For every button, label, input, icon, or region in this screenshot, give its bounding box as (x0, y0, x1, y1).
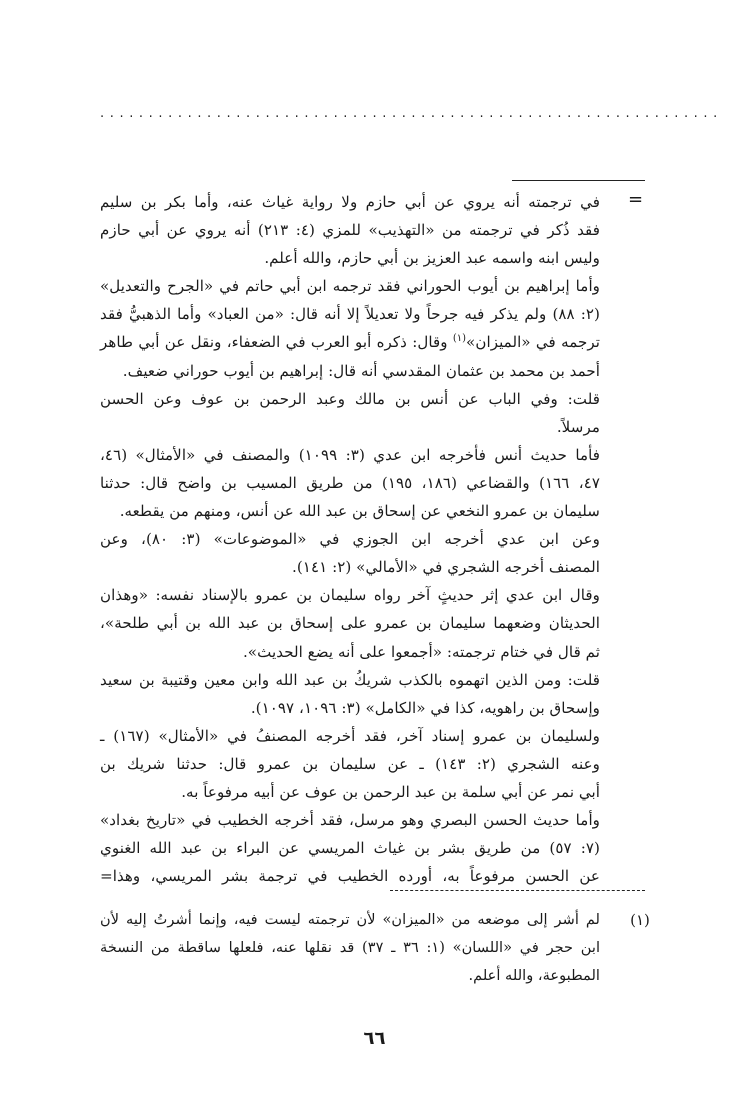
main-footnote-text (100, 188, 600, 890)
text-line: قلت: وفي الباب عن أنس بن مالك وعبد الرحمن بن عوف وعن الحسن (100, 389, 600, 408)
text-line: أبي نمر عن أبي سلمة بن عبد الرحمن بن عوف عن أبيه مرفوعاً به. (181, 782, 600, 801)
text-line: وأما حديث الحسن البصري وهو مرسل، فقد أخرجه الخطيب في «تاريخ بغداد» (100, 811, 600, 830)
continuation-mark: = (628, 189, 644, 210)
text-line: سليمان بن عمرو النخعي عن إسحاق بن عبد الله عن أنس، ومنهم من يقطعه. (119, 502, 600, 521)
text-line: مرسلاً. (556, 417, 600, 436)
page-number: ٦٦ (363, 1028, 386, 1049)
footnote-line: المطبوعة، والله أعلم. (468, 967, 600, 984)
text-line: ثم قال في ختام ترجمته: «أجمعوا على أنه يضع الحديث». (242, 642, 600, 661)
text-line: فأما حديث أنس فأخرجه ابن عدي (٣: ١٠٩٩) والمصنف في «الأمثال» (٤٦، (100, 445, 600, 464)
text-line: (٧: ٥٧) من طريق بشر بن غياث المريسي عن البراء بن عبد الله الغنوي (100, 839, 600, 858)
text-line: وعنه الشجري (٢: ١٤٣) ـ عن سليمان بن عمرو قال: حدثنا شريك بن (100, 754, 600, 773)
text-line: وعن ابن عدي أخرجه ابن الجوزي في «الموضوعات» (٣: ٨٠)، وعن (100, 530, 600, 549)
text-line: وليس ابنه واسمه عبد العزيز بن أبي حازم، والله أعلم. (264, 249, 600, 268)
text-line: ٤٧، ١٦٦) والقضاعي (١٨٦، ١٩٥) من طريق المسيب بن واضح قال: حدثنا (100, 473, 601, 492)
text-line: قلت: ومن الذين اتهموه بالكذب شريكُ بن عبد الله وابن معين وقتيبة بن سعيد (100, 670, 600, 689)
text-line: وإسحاق بن راهويه، كذا في «الكامل» (٣: ١٠٩٦، ١٠٩٧). (250, 698, 600, 717)
footnote-line: لم أشر إلى موضعه من «الميزان» لأن ترجمته ليست فيه، وإنما أشرتُ إليه لأن (100, 911, 600, 928)
text-line: عن الحسن مرفوعاً به، أورده الخطيب في ترجمة بشر المريسي، وهذا= (100, 867, 600, 886)
text-line: فقد ذُكر في ترجمته من «التهذيب» للمزي (٤: ٢١٣) أنه يروي عن أبي حازم (100, 221, 601, 240)
continuation-rule (512, 180, 645, 181)
text-segment: ترجمه في «الميزان» (466, 333, 600, 352)
text-line: أحمد بن محمد بن عثمان المقدسي أنه قال: إبراهيم بن أيوب حوراني ضعيف. (122, 361, 600, 380)
text-line: ولسليمان بن عمرو إسناد آخر، فقد أخرجه المصنفُ في «الأمثال» (١٦٧) ـ (100, 726, 600, 745)
footnote-number: (١) (630, 911, 650, 929)
text-line: وأما إبراهيم بن أيوب الحوراني فقد ترجمه ابن أبي حاتم في «الجرح والتعديل» (100, 277, 600, 296)
footnote-separator (390, 890, 645, 891)
text-line: في ترجمته أنه يروي عن أبي حازم ولا رواية غياث عنه، وأما بكر بن سليم (100, 193, 600, 211)
text-line: الحديثان وضعهما سليمان بن عمرو على إسحاق بن عبد الله بن أبي طلحة»، (100, 614, 600, 633)
text-line: المصنف أخرجه الشجري في «الأمالي» (٢: ١٤١). (292, 558, 600, 577)
text-line: (٢: ٨٨) ولم يذكر فيه جرحاً ولا تعديلاً إلا أنه قال: «من العباد» وأما الذهبيُّ فقد (100, 305, 600, 324)
footnote-ref: (١) (452, 333, 467, 345)
footnote-line: ابن حجر في «اللسان» (١: ٣٦ ـ ٣٧) قد نقلها عنه، فلعلها ساقطة من النسخة (100, 939, 600, 956)
text-line (100, 328, 600, 356)
footnote-text (100, 906, 600, 990)
text-segment: وقال: ذكره أبو العرب في الضعفاء، ونقل عن أبي طاهر (100, 333, 453, 352)
text-line: وقال ابن عدي إثر حديثٍ آخر رواه سليمان بن عمرو بالإسناد نفسه: «وهذان (100, 586, 600, 605)
top-dotted-rule: ................................................................ (100, 106, 723, 121)
